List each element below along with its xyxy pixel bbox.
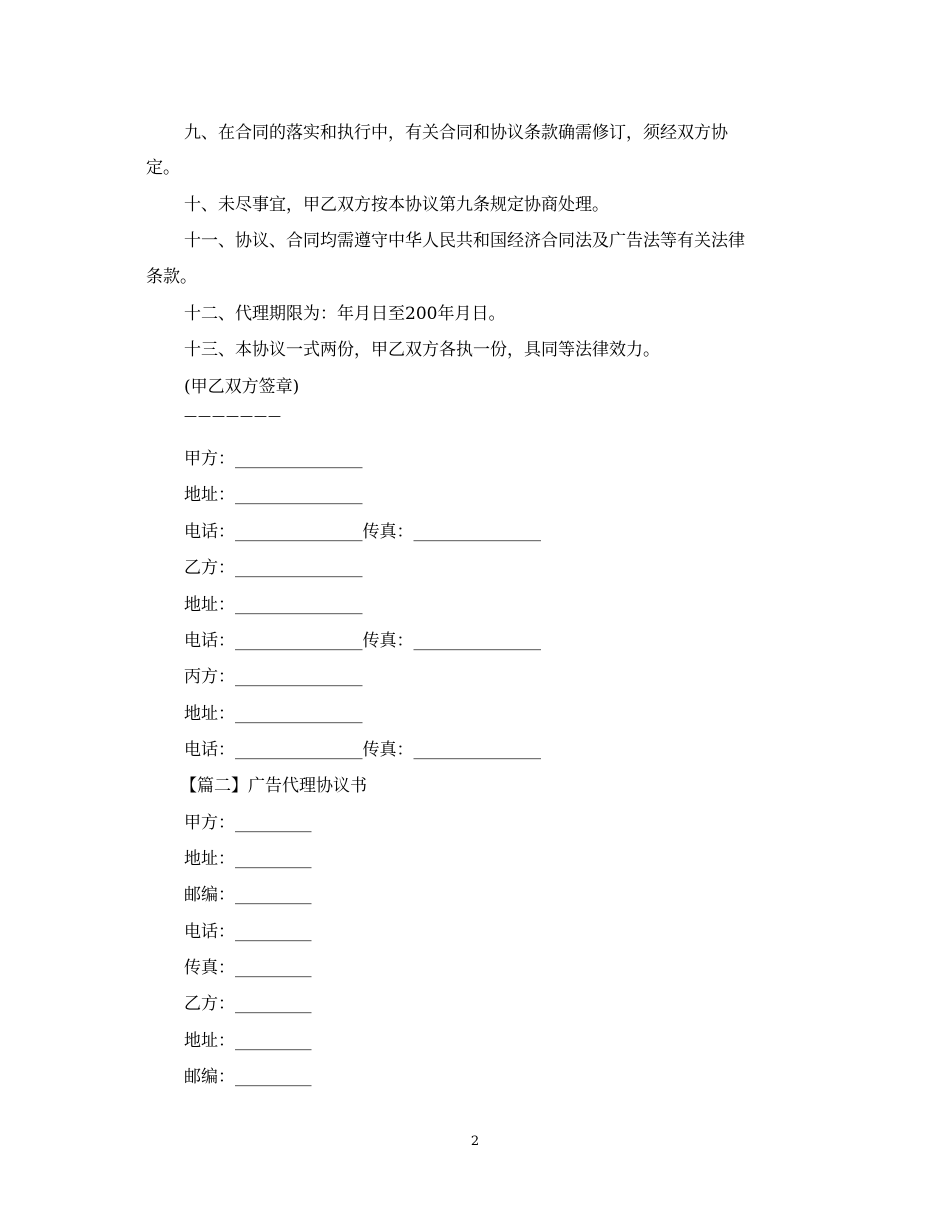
field-blank: _________ [235, 885, 312, 905]
party-field-row [184, 848, 312, 870]
field-blank: _________ [235, 958, 312, 978]
signature-field-row [184, 739, 541, 761]
field-label-address: 地址： [184, 849, 235, 869]
party-field-row [184, 1066, 312, 1088]
field-label-postcode: 邮编： [184, 1067, 235, 1087]
field-label-phone: 电话： [184, 922, 235, 942]
field-label-fax: 传真： [362, 631, 414, 651]
field-blank: _______________ [235, 667, 363, 687]
party-field-row [184, 884, 312, 906]
field-label-fax: 传真： [362, 740, 414, 760]
field-blank: _________ [235, 849, 312, 869]
field-label-address: 地址： [184, 485, 235, 505]
signature-field-row [184, 703, 363, 725]
field-blank: _______________ [235, 449, 363, 469]
field-blank: _________ [235, 994, 312, 1014]
separator-line: ——————— [184, 409, 282, 424]
field-label-address: 地址： [184, 704, 235, 724]
field-blank: _______________ [235, 558, 363, 578]
field-blank: _______________ [235, 522, 363, 542]
clause-9-line-2: 定。 [146, 158, 180, 178]
clause-11-line-1: 十一、协议、合同均需遵守中华人民共和国经济合同法及广告法等有关法律 [184, 231, 745, 251]
field-blank: _________ [235, 1067, 312, 1087]
signature-field-row [184, 557, 363, 579]
signature-field-row [184, 594, 363, 616]
signature-heading: (甲乙双方签章) [184, 377, 300, 397]
field-blank: _________ [235, 1031, 312, 1051]
field-label-address: 地址： [184, 595, 235, 615]
field-label-phone: 电话： [184, 631, 235, 651]
signature-field-row [184, 521, 541, 543]
clause-13: 十三、本协议一式两份，甲乙双方各执一份，具同等法律效力。 [184, 340, 660, 360]
party-field-row [184, 812, 312, 834]
signature-field-row [184, 630, 541, 652]
field-blank: _________ [235, 813, 312, 833]
section-title: 【篇二】广告代理协议书 [180, 776, 367, 796]
field-label-party-a: 甲方： [184, 813, 235, 833]
field-label-fax: 传真： [184, 958, 235, 978]
field-label-party-b: 乙方： [184, 994, 235, 1014]
field-blank: _______________ [235, 595, 363, 615]
signature-field-row [184, 448, 363, 470]
party-field-row [184, 921, 312, 943]
party-field-row [184, 957, 312, 979]
field-label-postcode: 邮编： [184, 885, 235, 905]
field-label-party-b: 乙方： [184, 558, 235, 578]
party-field-row [184, 993, 312, 1015]
field-label-party-c: 丙方： [184, 667, 235, 687]
field-blank: _________ [235, 922, 312, 942]
field-blank: _______________ [235, 704, 363, 724]
signature-field-row [184, 484, 363, 506]
field-label-address: 地址： [184, 1031, 235, 1051]
field-label-phone: 电话： [184, 522, 235, 542]
field-blank: _______________ [235, 740, 363, 760]
party-field-row [184, 1030, 312, 1052]
clause-11-line-2: 条款。 [146, 267, 197, 287]
field-blank: _______________ [413, 522, 541, 542]
signature-field-row [184, 666, 363, 688]
clause-9-line-1: 九、在合同的落实和执行中，有关合同和协议条款确需修订，须经双方协 [184, 123, 728, 143]
field-blank: _______________ [235, 631, 363, 651]
clause-10: 十、未尽事宜，甲乙双方按本协议第九条规定协商处理。 [184, 195, 609, 215]
field-label-party-a: 甲方： [184, 449, 235, 469]
field-blank: _______________ [413, 631, 541, 651]
field-blank: _______________ [235, 485, 363, 505]
page-number: 2 [470, 1134, 480, 1149]
field-label-fax: 传真： [362, 522, 414, 542]
clause-12: 十二、代理期限为：年月日至200年月日。 [184, 304, 506, 324]
field-blank: _______________ [413, 740, 541, 760]
field-label-phone: 电话： [184, 740, 235, 760]
